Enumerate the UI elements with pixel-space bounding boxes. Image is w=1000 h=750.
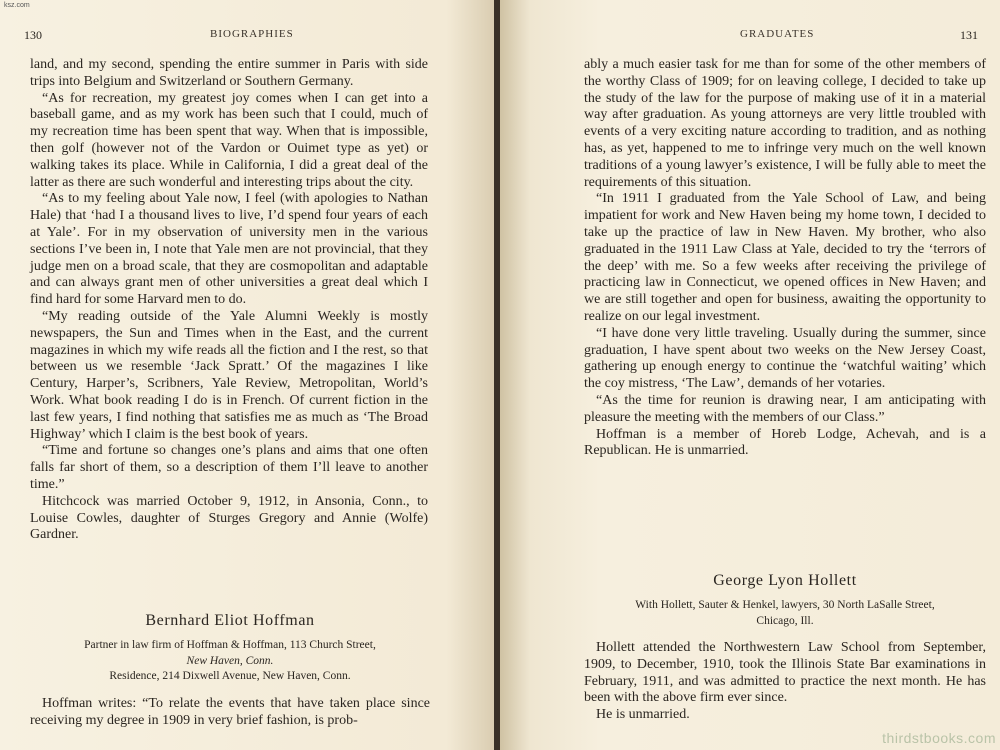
right-page	[500, 0, 1000, 750]
bio-location: Chicago, Ill.	[756, 614, 814, 627]
hoffman-intro	[30, 696, 430, 730]
paragraph: “As for recreation, my greatest joy comes when I can get into a baseball game, and as my work has been such that I could, much of my recreation time has been spent that way. When that is impossible, then golf (however not of the Vardon or Ouimet type as yet) or walking takes its place. While in California, I did a great deal of the latter as there are such wonderful and interesting trips about the city.	[30, 90, 428, 190]
bio-name: Bernhard Eliot Hoffman	[145, 612, 315, 629]
paragraph: “In 1911 I graduated from the Yale School of Law, and being impatient for work and New Haven being my home town, I decided to take up the practice of law in New Haven. My brother, who also graduated in the 1911 Law Class at Yale, decided to try the ‘terrors of the deep’ with me. So a few weeks after receiving the privilege of practicing law in Connecticut, we opened offices in New Haven; and we are still together and open for business, awaiting the opportunity to realize on our legal investment.	[584, 191, 986, 324]
corner-mark: ksz.com	[4, 2, 30, 9]
right-page-number: 131	[960, 28, 978, 42]
paragraph: He is unmarried.	[596, 707, 690, 723]
left-page	[0, 0, 496, 750]
paragraph: Hoffman is a member of Horeb Lodge, Achevah, and is a Republican. He is unmarried.	[584, 426, 986, 459]
bio-occupation: Partner in law firm of Hoffman & Hoffman, 113 Church Street,	[84, 639, 376, 651]
paragraph: “As the time for reunion is drawing near, I am anticipating with pleasure the meeting with the members of our Class.”	[584, 392, 986, 425]
paragraph: Hitchcock was married October 9, 1912, in Ansonia, Conn., to Louise Cowles, daughter of Sturges Gregory and Annie (Wolfe) Gardner.	[30, 493, 428, 543]
left-running-head: BIOGRAPHIES	[210, 28, 294, 40]
paragraph: “My reading outside of the Yale Alumni Weekly is mostly newspapers, the Sun and Times when in the East, and the current magazines in which my wife reads all the fiction and I the rest, so that between us we resemble ‘Jack Spratt.’ Of the magazines I like Century, Harper’s, Scribners, Yale Review, Metropolitan, World’s Work. What book reading I do is in French. Of current fiction in the last few years, I find nothing that satisfies me as much as ‘The Broad Highway’ which I claim is the best book of years.	[30, 308, 428, 442]
paragraph: land, and my second, spending the entire summer in Paris with side trips into Belgium and Switzerland or Southern Germany.	[30, 57, 428, 89]
hoffman-bio-header	[30, 612, 430, 685]
bio-occupation: With Hollett, Sauter & Henkel, lawyers, 30 North LaSalle Street,	[635, 599, 935, 611]
paragraph: Hoffman writes: “To relate the events that have taken place since receiving my degree in 1909 in very brief fashion, is prob-	[30, 696, 430, 728]
hollett-bio-header	[584, 572, 986, 629]
paragraph: Hollett attended the Northwestern Law School from September, 1909, to December, 1910, took the Illinois State Bar examinations in February, 1911, and was admitted to practice the next month. He has been with the above firm ever since.	[584, 640, 986, 706]
paragraph: “Time and fortune so changes one’s plans and aims that one often falls far short of them, so a description of them I’ll leave to another time.”	[30, 443, 428, 492]
bio-name: George Lyon Hollett	[713, 572, 857, 589]
watermark: thirdstbooks.com	[882, 730, 996, 746]
hollett-details	[584, 640, 986, 724]
left-body-text	[30, 57, 428, 544]
bio-location: New Haven, Conn.	[186, 654, 274, 667]
left-page-number: 130	[24, 28, 42, 42]
right-running-head: GRADUATES	[740, 28, 815, 40]
bio-residence: Residence, 214 Dixwell Avenue, New Haven, Conn.	[109, 670, 351, 682]
right-body-text	[584, 57, 986, 460]
paragraph: ably a much easier task for me than for some of the other members of the worthy Class of 1909; for on leaving college, I decided to take up the study of the law for the purpose of making use of it in a material way after graduation. As young attorneys are very little troubled with events of a very exciting nature according to tradition, and as nothing has, as yet, happened to me to infringe very much on the well known traditions of a young lawyer’s existence, I will be fully able to meet the requirements of this situation.	[584, 57, 986, 190]
paragraph: “I have done very little traveling. Usually during the summer, since graduation, I have spent about two weeks on the New Jersey Coast, gathering up enough energy to continue the ‘watchful waiting’ which the coy mistress, ‘The Law’, demands of her votaries.	[584, 325, 986, 392]
paragraph: “As to my feeling about Yale now, I feel (with apologies to Nathan Hale) that ‘had I a thousand lives to live, I’d spend four years of each at Yale’. For in my observation of university men in the various sections I’ve been in, I note that Yale men are not provincial, that they judge men on a broad scale, that they are cosmopolitan and adaptable and can always grant men of other universities a great deal which I find hard for some Harvard men to do.	[30, 191, 428, 308]
